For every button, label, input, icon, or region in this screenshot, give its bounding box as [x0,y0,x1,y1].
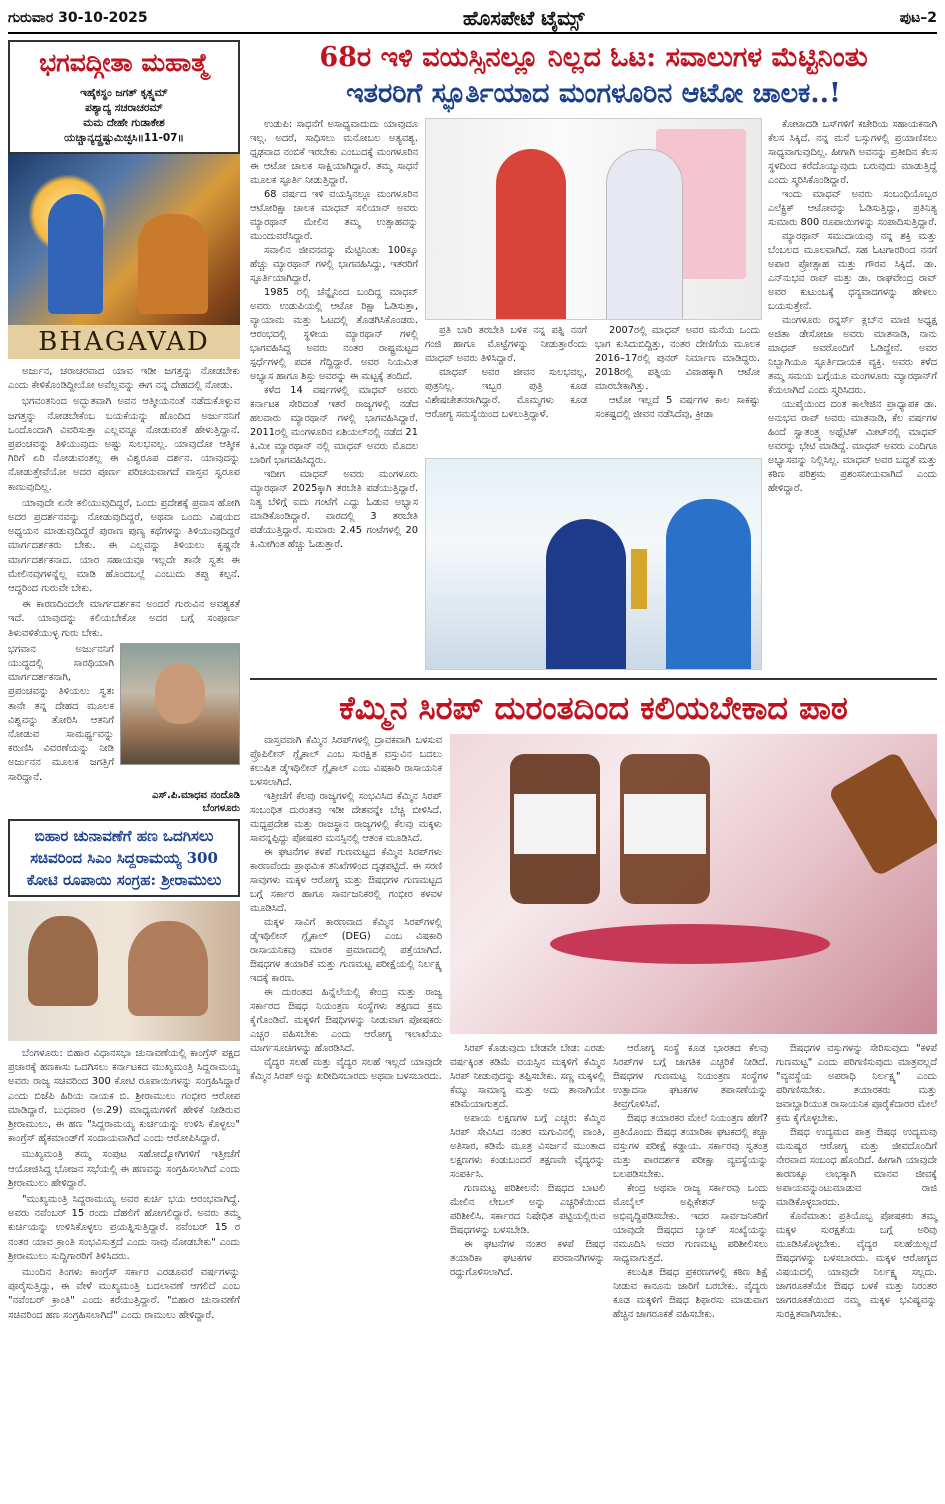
page-number: ಪುಟ–2 [899,10,937,26]
article1-headline-line2: ಇತರರಿಗೆ ಸ್ಫೂರ್ತಿಯಾದ ಮಂಗಳೂರಿನ ಆಟೋ ಚಾಲಕ..! [346,78,841,109]
paragraph: ಮಾಧವ್ ಅವರ ಜೀವನ ಸುಲಭವಲ್ಲ, ಪುತ್ರನಿಲ್ಲ. ಇಬ್ಬರ ಪುತ್ರಿ ಕೂಡ ವಿಶೇಷಚೇತನರಾಗಿದ್ದಾರೆ. ಮೊಮ್ಮಗಳು ಕೂಡ ಆರೋಗ್ಯ ಸಮಸ್ಯೆಯಿಂದ ಬಳಲುತ್ತಿದ್ದಾಳೆ. [425,367,587,420]
runner-photo-1 [425,118,762,320]
paragraph: ಈ ಘಟನೆಗಳ ನಂತರ ಕಳಪೆ ಔಷಧ ತಯಾರಿಕಾ ಘಟಕಗಳ ಪರವಾನಗಿಗಳನ್ನು ರದ್ದುಗೊಳಿಸಲಾಗಿದೆ. [450,1239,605,1278]
cough-syrup-photo [450,734,937,1034]
issue-date: ಗುರುವಾರ 30-10-2025 [8,10,148,26]
paragraph: ಅಪಾಯ ಲಕ್ಷಣಗಳ ಬಗ್ಗೆ ಎಚ್ಚರ: ಕೆಮ್ಮಿನ ಸಿರಪ್ ಸೇವಿಸಿದ ನಂತರ ಮಗುವಿನಲ್ಲಿ ವಾಂತಿ, ಅತಿಸಾರ, ಕಡಿಮೆ ಮೂತ್ರ ವಿಸರ್ಜನೆ ಮುಂತಾದ ಲಕ್ಷಣಗಳು ಕಂಡುಬಂದರೆ ತಕ್ಷಣವೇ ವೈದ್ಯರನ್ನು ಸಂಪರ್ಕಿಸಿ. [450,1113,605,1180]
runner-figure [546,519,626,670]
paragraph: ಬೆಂಗಳೂರು: ಬಿಹಾರ ವಿಧಾನಸಭಾ ಚುನಾವಣೆಯಲ್ಲಿ ಕಾಂಗ್ರೆಸ್ ಪಕ್ಷದ ಪ್ರಚಾರಕ್ಕೆ ಹಣಕಾಸು ಒದಗಿಸಲು ಕರ್ನಾಟಕದ ಮುಖ್ಯಮಂತ್ರಿ ಸಿದ್ದರಾಮಯ್ಯ ಅವರು ರಾಜ್ಯ ಸಚಿವರಿಂದ 300 ಕೋಟಿ ರೂಪಾಯಿಗಳನ್ನು ಸಂಗ್ರಹಿಸಿದ್ದಾರೆ ಎಂದು ಬಿಜೆಪಿ ಹಿರಿಯ ನಾಯಕ ಬಿ. ಶ್ರೀರಾಮುಲು ಗಂಭೀರ ಆರೋಪ ಮಾಡಿದ್ದಾರೆ. ಬುಧವಾರ (ಅ.29) ಮಾಧ್ಯಮಗಳಿಗೆ ಹೇಳಿಕೆ ನೀಡಿರುವ ಶ್ರೀರಾಮುಲು, ಈ ಹಣ "ಸಿದ್ದರಾಮಯ್ಯ ಕುರ್ಚಿಯನ್ನು ಉಳಿಸಿ ಕೊಳ್ಳಲು" ಕಾಂಗ್ರೆಸ್ ಹೈಕಮಾಂಡ್‌ಗೆ ಸಂದಾಯವಾಗಿದೆ ಎಂದು ಆರೋಪಿಸಿದ್ದಾರೆ. [8,1047,240,1145]
label-shape [514,794,596,854]
paragraph: ಕೋಟಾದಡಿ ಬಸ್‌ಗಳಿಗೆ ಕಚೇರಿಯ ಸಹಾಯಕನಾಗಿ ಕೆಲಸ ಸಿಕ್ಕಿದೆ. ನನ್ನ ಮನೆ ಬಸ್ಸುಗಳಲ್ಲಿ ಪ್ರಯಾಣಿಸಲು ಸಾಧ್ಯವಾಗುವುದಿಲ್ಲ. ಹೀಗಾಗಿ ಅವನನ್ನು ಪ್ರತೀದಿನ ಕೆಲಸ ಸ್ಥಳದಿಂದ ಕರೆದೊಯ್ಯುವುದು ಬರುವುದು ಮಾಡುತ್ತಿದ್ದೆ ಎಂದು ಸ್ಮರಿಸಿಕೊಂಡಿದ್ದಾರೆ. [768,119,937,186]
shloka-line: ಇಹೈಕಸ್ಥಂ ಜಗತ್ ಕೃತ್ಸ್ನಮ್ [80,87,168,99]
paragraph: ಯುಪೈಯಿಂದ ದಂತ ಕಾಲೇಜಿನ ಪ್ರಾಧ್ಯಾಪಕ ಡಾ. ಅನುಭವ ರಾವ್ ಅವರು ಮಾತನಾಡಿ, ಕೆಲ ವರ್ಷಗಳ ಹಿಂದೆ ಸ್ವಾತಂತ್ರ್ಯ ಅಥ್ಲೆಟಿಕ್ ಮೀಟ್‌ನಲ್ಲಿ ಮಾಧವ್ ಅವರನ್ನು ಭೇಟಿ ಮಾಡಿದ್ದೆ. ಮಾಧವ್ ಅವರು ಎಂದಿಗೂ ಅಭ್ಯಾಸವನ್ನು ನಿಲ್ಲಿಸಿಲ್ಲ. ಮಾಧವ್ ಅವರ ಬದ್ಧತೆ ಮತ್ತು ಕಠಿಣ ಪರಿಶ್ರಮ ಪ್ರಶಂಸನೀಯವಾಗಿದೆ ಎಂದು ಹೇಳಿದ್ದಾರೆ. [768,399,937,494]
left-column [8,40,240,1500]
author-photo [120,643,240,765]
paragraph: ಕಳೆದ 14 ವರ್ಷಗಳಲ್ಲಿ ಮಾಧವ್ ಅವರು ಕರ್ನಾಟಕ ಸೇರಿದಂತೆ ಇತರೆ ರಾಜ್ಯಗಳಲ್ಲಿ ನಡೆದ ಹಲವಾರು ಮ್ಯಾರಥಾನ್ ಗಳಲ್ಲಿ ಭಾಗವಹಿಸಿದ್ದಾರೆ. 2011ರಲ್ಲಿ ಮಂಗಳೂರಿನ ಏಶಿಯಲ್‌ನಲ್ಲಿ ನಡೆದ 21 ಕಿ.ಮೀ ಮ್ಯಾರಥಾನ್ ನಲ್ಲಿ ಮಾಧವ್ ಅವರು ಮೊದಲ ಬಾರಿಗೆ ಭಾಗವಹಿಸಿದ್ದರು. [250,385,418,466]
author-block [8,643,240,785]
runner-photo-2 [425,458,762,670]
shloka-line: ಯಚ್ಚಾನ್ಯದ್ದ್ರಷ್ಟುಮಿಚ್ಛಸಿ॥11-07॥ [64,132,184,144]
runner-figure [496,149,566,319]
krishna-arjuna-image [8,154,240,359]
gita-title: ಭಗವದ್ಗೀತಾ ಮಹಾತ್ಮೆ [10,42,238,82]
paragraph: ಆಟೋ ಇಲ್ಲದೆ 5 ವರ್ಷಗಳ ಕಾಲ ಸಾಕಷ್ಟು ಸಂಕಷ್ಟದಲ್ಲಿ ಜೀವನ ನಡೆಸಿದೆವು, ಕ್ರೀಡಾ [595,395,760,420]
paragraph: ಗುಣಮಟ್ಟ ಪರಿಶೀಲನೆ: ಔಷಧದ ಬಾಟಲಿ ಮೇಲಿನ ಲೇಬಲ್ ಅನ್ನು ಎಚ್ಚರಿಕೆಯಿಂದ ಪರಿಶೀಲಿಸಿ. ಸರ್ಕಾರದ ನಿಷೇಧಿತ ಪಟ್ಟಿಯಲ್ಲಿರುವ ಔಷಧಗಳನ್ನು ಬಳಸಬೇಡಿ. [450,1183,605,1236]
person-shape [128,921,208,1016]
paragraph: ಸವಾಲಿನ ಜೀವನವನ್ನು ಮೆಟ್ಟಿನಿಂತು 100ಕ್ಕೂ ಹೆಚ್ಚು ಮ್ಯಾರಥಾನ್ ಗಳಲ್ಲಿ ಭಾಗವಹಿಸಿದ್ದು, ಇತರರಿಗೆ ಸ್ಫೂರ್ತಿಯಾಗಿದ್ದಾರೆ. [250,245,418,284]
paragraph: 68 ವರ್ಷದ ಇಳಿ ವಯಸ್ಸಿನಲ್ಲೂ ಮಂಗಳೂರಿನ ಆಟೋರಿಕ್ಷಾ ಚಾಲಕ ಮಾಧವ್ ಸಲಿಯಾನ್ ಅವರು ಮ್ಯಾರಥಾನ್ ಮೇಲಿನ ತಮ್ಮ ಉತ್ಸಾಹವನ್ನು ಮುಂದುವರೆಸಿದ್ದಾರೆ. [250,189,418,242]
paragraph: ಔಷಧಗಳ ವಸ್ತುಗಳನ್ನು ಸೇರಿಸುವುದು "ಕಳಪೆ ಗುಣಮಟ್ಟ" ಎಂದು ಪರಿಗಣಿಸುವುದು ಮಾತ್ರವಲ್ಲದೆ "ವ್ಯವಸ್ಥೆಯ ಅಪರಾಧಿ ನಿರ್ಲಕ್ಷ್ಯ" ಎಂದು ಪರಿಗಣಿಸಬೇಕು. ತಯಾರಕರು ಮತ್ತು ಜವಾಬ್ದಾರಿಯುತ ರಾಸಾಯನಿಕ ಪೂರೈಕೆದಾರರ ಮೇಲೆ ಕ್ರಮ ಕೈಗೊಳ್ಳಬೇಕು. [776,1043,937,1124]
paragraph: ಔಷಧ ಉದ್ಯಮದ ಪಾತ್ರ ಔಷಧ ಉದ್ಯಮವು ಮನುಷ್ಯರ ಆರೋಗ್ಯ ಮತ್ತು ಜೀವದೊಂದಿಗೆ ನೇರವಾದ ಸಂಬಂಧ ಹೊಂದಿದೆ. ಹೀಗಾಗಿ ಯಾವುದೇ ಕಾರಣಕ್ಕೂ ಲಾಭಕ್ಕಾಗಿ ಮಾನವ ಜೀವಕ್ಕೆ ಅಪಾಯವನ್ನುಂಟುಮಾಡುವ ರಾಜಿ ಮಾಡಿಕೊಳ್ಳಬಾರದು. [776,1127,937,1208]
paragraph: ವೈದ್ಯರ ಸಲಹೆ ಮತ್ತು ವೈದ್ಯರ ಸಲಹೆ ಇಲ್ಲದೆ ಯಾವುದೇ ಕೆಮ್ಮಿನ ಸಿರಪ್ ಅನ್ನು ಖರೀದಿಸಬಾರದು ಅಥವಾ ಬಳಸಬಾರದು. [250,1057,442,1082]
image-label: BHAGAVAD [8,325,240,359]
paragraph: ಕೇಂದ್ರ ಅಥವಾ ರಾಜ್ಯ ಸರ್ಕಾರವು ಒಂದು ಮೊಬೈಲ್ ಅಪ್ಲಿಕೇಶನ್ ಅನ್ನು ಅಭಿವೃದ್ಧಿಪಡಿಸಬೇಕು. ಇದರ ಸಾರ್ವಜನಿಕರಿಗೆ ಯಾವುದೇ ಔಷಧದ ಬ್ಯಾಚ್ ಸಂಖ್ಯೆಯನ್ನು ನಮೂದಿಸಿ ಅದರ ಗುಣಮಟ್ಟ ಪರಿಶೀಲಿಸಲು ಸಾಧ್ಯವಾಗುತ್ತದೆ. [613,1183,768,1264]
paragraph: ಮುಂದಿನ ತಿಂಗಳು ಕಾಂಗ್ರೆಸ್ ಸರ್ಕಾರ ಎರಡೂವರೆ ವರ್ಷಗಳನ್ನು ಪೂರೈಸುತ್ತಿದ್ದು, ಈ ವೇಳೆ ಮುಖ್ಯಮಂತ್ರಿ ಬದಲಾವಣೆ ಆಗಲಿದೆ ಎಂಬ "ನವೆಂಬರ್ ಕ್ರಾಂತಿ" ಎಂದು ಕರೆಯುತ್ತಿದ್ದಾರೆ. "ಬಿಹಾರ ಚುನಾವಣೆಗೆ ಸಚಿವರಿಂದ ಹಣ ಸಂಗ್ರಹಿಸಲಾಗಿದೆ" ಎಂದು ರಾಮುಲು ಹೇಳಿದ್ದಾರೆ. [8,1266,240,1321]
politicians-image [8,901,240,1041]
paragraph: ಭಗವಂತನಿಂದ ಅದ್ಭುತವಾಗಿ ಅವನ ಆತ್ಮೀಯನಂತೆ ನಡೆದುಕೊಳ್ಳುವ ಜಗತ್ತನ್ನು ನೋಡಬೇಕೆಂಬ ಬಯಕೆಯನ್ನು ಹೊಂದಿದ ಅರ್ಜುನನಿಗೆ ಒಂದೊಂದಾಗಿ ವಿವರಿಸುತ್ತಾ ಎಲ್ಲವನ್ನೂ ನೋಡುವಂತೆ ಹೇಳುತ್ತಿದ್ದಾನೆ. ಪ್ರಪಂಚವನ್ನು ತಿಳಿಯುವುದು ಅಷ್ಟು ಸುಲಭವಲ್ಲ. ಯಾವುದೋ ಆತ್ಮೀಕ ಗಿರಿಗೆ ಏರಿ ನೋಡುವಂತಲ್ಲ ಈ ವಿಶ್ವರೂಪ ದರ್ಶನ. ಯಾವುದನ್ನು ನೋಡುತ್ತೇವೆಯೋ ಅದರ ಪೂರ್ಣ ಪರಿಚಯವಾಗದೆ ವಾಸ್ತವ ಸ್ವರೂಪ ಕಾಣುವುದಿಲ್ಲ. [8,396,240,493]
paragraph: ಔಷಧ ತಯಾರಕರ ಮೇಲೆ ನಿಯಂತ್ರಣ ಹೇಗೆ? ಪ್ರತಿಯೊಂದು ಔಷಧ ತಯಾರಿಕಾ ಘಟಕದಲ್ಲಿ ಕಚ್ಚಾ ವಸ್ತುಗಳ ಪರೀಕ್ಷೆ ಕಡ್ಡಾಯ. ಸರ್ಕಾರವು ಸ್ವತಂತ್ರ ಮತ್ತು ಪಾರದರ್ಶಕ ಪರೀಕ್ಷಾ ವ್ಯವಸ್ಥೆಯನ್ನು ಬಲಪಡಿಸಬೇಕು. [613,1113,768,1180]
krishna-figure [48,194,103,314]
article2-col4 [776,1042,937,1322]
label-shape [624,794,706,854]
face-shape [155,664,205,724]
gita-article [8,365,240,815]
main-area [250,40,937,1454]
paragraph: ಆರೋಗ್ಯ ಸಂಸ್ಥೆ ಕೂಡ ಭಾರತದ ಕೆಲವು ಸಿರಪ್‌ಗಳ ಬಗ್ಗೆ ಜಾಗತಿಕ ಎಚ್ಚರಿಕೆ ನೀಡಿದೆ. ಔಷಧಗಳ ಗುಣಮಟ್ಟ ನಿಯಂತ್ರಣ ಸಂಸ್ಥೆಗಳ ಉತ್ಪಾದನಾ ಘಟಕಗಳ ತಪಾಸಣೆಯನ್ನು ತೀವ್ರಗೊಳಿಸಿವೆ. [613,1043,768,1110]
shloka-line: ಪಶ್ಯಾದ್ಯ ಸಚರಾಚರಮ್ [85,102,163,114]
article1-col3 [595,324,760,422]
paragraph: ಯಾವುದೇ ಏನೇ ಕಲಿಯುವುದಿದ್ದರೆ, ಒಂದು ಪ್ರದೇಶಕ್ಕೆ ಪ್ರವಾಸ ಹೋಗಿ ಅದರ ಪ್ರದರ್ಶನವನ್ನು ನೋಡುವುದಿದ್ದರೆ, ಅಥವಾ ಒಂದು ವಿಷಯದ ಅಧ್ಯಯನ ಮಾಡುವುದಿದ್ದರೆ ಪುರಾಣ ಪುಣ್ಯ ಕಥೆಗಳನ್ನು ತಿಳಿಯುವುದಿದ್ದರೆ ಮಾರ್ಗದರ್ಶಕರು ಬೇಕು. ಈ ಎಲ್ಲವನ್ನು ತಿಳಿಯಲು ಕೃಷ್ಣನೇ ಮಾರ್ಗದರ್ಶಕನಾದ. ಯಾರ ಸಹಾಯವೂ ಇಲ್ಲದೇ ತಾನೇ ಸ್ವತಃ ಈ ಮೇಲಿನವುಗಳನ್ನೆಲ್ಲ ಮಾಡಿ ಹೊಂದಬಲ್ಲೆ ಎಂಬುದು ತಪ್ಪು ಕಲ್ಪನೆ. ಆದ್ದರಿಂದ ಗುರುವೇ ಬೇಕು. [8,497,240,595]
paragraph: ಇದೀಗ ಮಾಧವ್ ಅವರು ಮಂಗಳೂರು ಮ್ಯಾರಥಾನ್ 2025ಕ್ಕಾಗಿ ತರಬೇತಿ ಪಡೆಯುತ್ತಿದ್ದಾರೆ. ನಿತ್ಯ ಬೆಳಿಗ್ಗೆ ಐದು ಗಂಟೆಗೆ ಎದ್ದು ಓಡುವ ಅಭ್ಯಾಸ ಮಾಡಿಕೊಂಡಿದ್ದಾರೆ. ವಾರದಲ್ಲಿ 3 ತರಬೇತಿ ಪಡೆಯುತ್ತಿದ್ದಾರೆ. ಸುಮಾರು 2.45 ಗಂಟೆಗಳಲ್ಲಿ 20 ಕಿ.ಮೀಗಿಂತ ಹೆಚ್ಚು ಓಡುತ್ತಾರೆ. [250,469,418,550]
article2-col1 [250,734,442,1084]
article2 [250,734,937,1454]
person-shape [28,916,98,1006]
arjuna-figure [138,214,208,314]
paragraph: ವಾಸ್ತವವಾಗಿ ಕೆಮ್ಮಿನ ಸಿರಪ್‌ಗಳಲ್ಲಿ ದ್ರಾವಕವಾಗಿ ಬಳಸುವ ಪ್ರೊಪಿಲೀನ್ ಗ್ಲೈಕಾಲ್ ಎಂಬ ಸುರಕ್ಷಿತ ವಸ್ತುವಿನ ಬದಲು ಕಲುಷಿತ ಡೈಇಥಿಲೀನ್ ಗ್ಲೈಕಾಲ್ ಎಂಬ ವಿಷಕಾರಿ ರಾಸಾಯನಿಕ ಬಳಸಲಾಗಿದೆ. [250,735,442,788]
article2-col3 [613,1042,768,1322]
paragraph: ಸಿರಪ್ ಕೊಡುವುದು ಬೇಡವೇ ಬೇಡ: ಎರಡು ವರ್ಷಕ್ಕಿಂತ ಕಡಿಮೆ ವಯಸ್ಸಿನ ಮಕ್ಕಳಿಗೆ ಕೆಮ್ಮಿನ ಸಿರಪ್ ನೀಡುವುದನ್ನು ತಪ್ಪಿಸಬೇಕು. ಸಣ್ಣ ಮಕ್ಕಳಲ್ಲಿ ಕೆಮ್ಮು ಸಾಮಾನ್ಯ ಮತ್ತು ಅದು ತಾನಾಗಿಯೇ ಕಡಿಮೆಯಾಗುತ್ತದೆ. [450,1043,605,1110]
paragraph: ಮಂಗಳೂರು ರನ್ನರ್ಸ್ ಕ್ಲಬ್‌ನ ಮಾಜಿ ಅಧ್ಯಕ್ಷ ಅಜಿತಾ ಡೇಸೋಜಾ ಅವರು ಮಾತನಾಡಿ, ನಾನು ಮಾಧವ್ ಅವರೊಂದಿಗೆ ಓಡಿದ್ದೇನೆ. ಅವರ ನಿಬ್ಬಾಗಿಯೂ ಸ್ಫೂರ್ತಿದಾಯಕ ವ್ಯಕ್ತಿ. ಅವರು ಕಳೆದ ತಮ್ಮ ಸಮಯ ಬಗ್ಗೆಯೂ ಮಂಗಳೂರು ಮ್ಯಾರಥಾನ್‌ಗೆ ಕೆಯಲಾಗಿದೆ ಎಂದು ಸ್ಮರಿಸಿದರು. [768,315,937,396]
bihar-box [8,819,240,897]
shloka-line: ಮಮ ದೇಹೇ ಗುಡಾಕೇಶ [83,117,165,129]
paragraph: ಈ ಕಾರಣದಿಂದಲೇ ಮಾರ್ಗದರ್ಶಕನ ಅಂದರೆ ಗುರುವಿನ ಅವಶ್ಯಕತೆ ಇದೆ. ಯಾವುದನ್ನು ಕಲಿಯಬೇಕೋ ಅದರ ಬಗ್ಗೆ ಸಂಪೂರ್ಣ ತಿಳುವಳಿಕೆಯುಳ್ಳ ಗುರು ಬೇಕು. [8,599,240,639]
paragraph: ಮ್ಯಾರಥಾನ್ ಸಮುದಾಯವು ನನ್ನ ಶಕ್ತಿ ಮತ್ತು ಬೆಂಬಲದ ಮೂಲವಾಗಿದೆ. ಸಹ ಓಟಗಾರರಿಂದ ನನಗೆ ಅಪಾರ ಪ್ರೋತ್ಸಾಹ ಮತ್ತು ಗೌರವ ಸಿಕ್ಕಿದೆ. ಡಾ. ಎನ್‌ನುಭವ ರಾವ್ ಮತ್ತು ಡಾ. ರಾಘವೇಂದ್ರ ರಾವ್ ಅವರ ಕುಟುಂಬಕ್ಕೆ ಧನ್ಯವಾದಗಳನ್ನು ಹೇಳಲು ಬಯಸುತ್ತೇನೆ. [768,231,937,312]
article2-headline: ಕೆಮ್ಮಿನ ಸಿರಪ್ ದುರಂತದಿಂದ ಕಲಿಯಬೇಕಾದ ಪಾಠ [339,689,848,727]
paragraph: ಇತ್ತೀಚೆಗೆ ಕೆಲವು ರಾಜ್ಯಗಳಲ್ಲಿ ಸಂಭವಿಸಿದ ಕೆಮ್ಮಿನ ಸಿರಪ್ ಸಂಬಂಧಿತ ದುರಂತವು ಇಡೀ ದೇಶವನ್ನೇ ಬೆಚ್ಚಿ ಬೀಳಿಸಿದೆ. ಮಧ್ಯಪ್ರದೇಶ ಮತ್ತು ರಾಜಸ್ಥಾನ ರಾಜ್ಯಗಳಲ್ಲಿ ಕೆಲವು ಮಕ್ಕಳು ಸಾವನ್ನಪ್ಪಿದ್ದು ಪೋಷಕರ ಮನಸ್ಸಿನಲ್ಲಿ ಆತಂಕ ಮೂಡಿಸಿದೆ. [250,791,442,844]
author-place: ಬೆಂಗಳೂರು [202,802,240,814]
trophy-shape [631,549,647,609]
article1-col2 [425,324,587,422]
shloka [10,82,238,152]
paragraph: ಈ ದುರಂತದ ಹಿನ್ನೆಲೆಯಲ್ಲಿ ಕೇಂದ್ರ ಮತ್ತು ರಾಜ್ಯ ಸರ್ಕಾರದ ಔಷಧ ನಿಯಂತ್ರಣ ಸಂಸ್ಥೆಗಳು ತಕ್ಷಣದ ಕ್ರಮ ಕೈಗೊಂಡಿವೆ. ಮಕ್ಕಳಿಗೆ ಔಷಧಿಗಳನ್ನು ನೀಡುವಾಗ ಪೋಷಕರು ಎಚ್ಚರ ವಹಿಸಬೇಕು ಎಂದು ಆರೋಗ್ಯ ಇಲಾಖೆಯು ಮಾರ್ಗಸೂಚಿಗಳನ್ನು ಹೊರಡಿಸಿದೆ. [250,987,442,1054]
article2-col2 [450,1042,605,1280]
paragraph: 1985 ರಲ್ಲಿ ಚೆನ್ನೈನಿಂದ ಬಂದಿದ್ದ ಮಾಧವ್ ಅವರು ಉಡುಪಿಯಲ್ಲಿ ಆಟೋ ರಿಕ್ಷಾ ಓಡಿಸುತ್ತಾ, ವ್ಯಾಯಾಮ ಮತ್ತು ಓಟದಲ್ಲಿ ತೊಡಗಿಸಿಕೊಂಡರು. ಆರಂಭದಲ್ಲಿ ಸ್ಥಳೀಯ ಮ್ಯಾರಥಾನ್ ಗಳಲ್ಲಿ ಭಾಗವಹಿಸಿದ್ದ ಅವರು ನಂತರ ರಾಷ್ಟ್ರಮಟ್ಟದ ಸ್ಪರ್ಧೆಗಳಲ್ಲಿ ಪದಕ ಗೆದ್ದಿದ್ದಾರೆ. ಅವರ ನಿಯಮಿತ ಅಭ್ಯಾಸ ಹಾಗೂ ಶಿಸ್ತು ಅವರನ್ನು ಈ ಮಟ್ಟಕ್ಕೆ ತಂದಿದೆ. [250,287,418,382]
spoon-shape [550,924,830,964]
newspaper-name: ಹೊಸಪೇಟೆ ಟೈಮ್ಸ್ [462,6,585,30]
author-name: ಎಸ್.ಪಿ.ಮಾಧವ ನಂದೊಡಿ [152,789,240,801]
official-figure [666,499,751,670]
official-figure [606,149,683,320]
masthead [8,4,937,34]
paragraph: "ಮುಖ್ಯಮಂತ್ರಿ ಸಿದ್ದರಾಮಯ್ಯ ಅವರ ಕುರ್ಚಿ ಭಯ ಆರಂಭವಾಗಿದ್ದೆ. ಅವರು ನವೆಂಬರ್ 15 ರಂದು ದೆಹಲಿಗೆ ಹೋಗಲಿದ್ದಾರೆ. ಅವರು ತಮ್ಮ ಕುರ್ಚಿಯನ್ನು ಉಳಿಸಿಕೊಳ್ಳಲು ಪ್ರಯತ್ನಿಸುತ್ತಿದ್ದಾರೆ. ನವೆಂಬರ್ 15 ರ ನಂತರ ಯಾವ ಕ್ರಾಂತಿ ಸಂಭವಿಸುತ್ತದೆ ಎಂದು ನಾವು ನೋಡಬೇಕು" ಎಂದು ಶ್ರೀರಾಮುಲು ಸುದ್ದಿಗಾರರಿಗೆ ತಿಳಿಸಿದರು. [8,1193,240,1262]
paragraph: ಕೊನೆಮಾತು: ಪ್ರತಿಯೊಬ್ಬ ಪೋಷಕರು ತಮ್ಮ ಮಕ್ಕಳ ಸುರಕ್ಷತೆಯ ಬಗ್ಗೆ ಅರಿವು ಮೂಡಿಸಿಕೊಳ್ಳಬೇಕು. ವೈದ್ಯರ ಸಲಹೆಯಿಲ್ಲದೆ ಔಷಧಗಳನ್ನು ಬಳಸಬಾರದು. ಮಕ್ಕಳ ಆರೋಗ್ಯದ ವಿಷಯದಲ್ಲಿ ಯಾವುದೇ ನಿರ್ಲಕ್ಷ್ಯ ಸಲ್ಲದು. ಜಾಗರೂಕತೆಯೇ ಔಷಧ ಬಳಕೆ ಮತ್ತು ನಿರಂತರ ಜಾಗರೂಕತೆಯಿಂದ ನಮ್ಮ ಮಕ್ಕಳ ಭವಿಷ್ಯವನ್ನು ಸುರಕ್ಷಿತವಾಗಿಸಬೇಕು. [776,1211,937,1320]
paragraph: ಮಕ್ಕಳ ಸಾವಿಗೆ ಕಾರಣವಾದ ಕೆಮ್ಮಿನ ಸಿರಪ್‌ಗಳಲ್ಲಿ ಡೈಇಥಿಲೀನ್ ಗ್ಲೈಕಾಲ್ (DEG) ಎಂಬ ವಿಷಕಾರಿ ರಾಸಾಯನಿಕವು ಮಾರಕ ಪ್ರಮಾಣದಲ್ಲಿ ಪತ್ತೆಯಾಗಿದೆ. ಔಷಧಗಳ ತಯಾರಿಕೆ ಮತ್ತು ಗುಣಮಟ್ಟ ಪರೀಕ್ಷೆಯಲ್ಲಿ ನಿರ್ಲಕ್ಷ್ಯ ಇದಕ್ಕೆ ಕಾರಣ. [250,917,442,984]
article1-col1 [250,118,418,552]
gita-box [8,40,240,154]
bihar-article [8,1047,240,1323]
pouring-bottle-shape [827,751,937,878]
paragraph: ಅರ್ಜುನ, ಚರಾಚರವಾದ ಯಾವ ಇಡೀ ಜಗತ್ತನ್ನು ನೋಡಬೇಕು ಎಂದು ಕೇಳಿಕೊಂಡಿದ್ದೀಯೋ ಅವೆಲ್ಲವನ್ನು ಈಗ ನನ್ನ ದೇಹದಲ್ಲಿ ನೋಡು. [8,366,240,392]
paragraph: ಉಡುಪಿ: ಸಾಧನೆಗೆ ಅಸಾಧ್ಯವಾದುದು ಯಾವುದೂ ಇಲ್ಲ. ಅದರೆ, ಸಾಧಿಸಲು ಮನೋಬಲ ಅತ್ಯವಶ್ಯ. ಧೃಢವಾದ ನಂಬಿಕೆ ಇರಬೇಕು ಎಂಬುದಕ್ಕೆ ಮಂಗಳೂರಿನ ಈ ಆಟೋ ಚಾಲಕ ಸಾಕ್ಷಿಯಾಗಿದ್ದಾರೆ. ತಮ್ಮ ಸಾಧನೆ ಮೂಲಕ ಸ್ಫೂರ್ತಿ ನೀಡುತ್ತಿದ್ದಾರೆ. [250,119,418,186]
paragraph: 2007ರಲ್ಲಿ ಮಾಧವ್ ಅವರ ಮನೆಯ ಒಂದು ಭಾಗ ಕುಸಿದುಬಿದ್ದಿತ್ತು, ನಂತರ ದೇಣಿಗೆಯ ಮೂಲಕ 2016–17ರಲ್ಲಿ ಪುನರ್ ನಿರ್ಮಾಣ ಮಾಡಿದ್ದರು. 2018ರಲ್ಲಿ ಪತ್ನಿಯ ವಿವಾಹಕ್ಕಾಗಿ ಆಟೋ ಮಾರಬೇಕಾಗಿತ್ತು. [595,325,760,392]
paragraph: ಈ ಘಟನೆಗಳ ಕಳಪೆ ಗುಣಮಟ್ಟದ ಕೆಮ್ಮಿನ ಸಿರಪ್‌ಗಳು ಕಾರಣವೆಂದು ಪ್ರಾಥಮಿಕ ತನಿಖೆಗಳಿಂದ ದೃಢಪಟ್ಟಿದೆ. ಈ ಸರಣಿ ಸಾವುಗಳು ಮಕ್ಕಳ ಆರೋಗ್ಯ ಮತ್ತು ಔಷಧಗಳ ಗುಣಮಟ್ಟದ ಬಗ್ಗೆ ಸರ್ಕಾರ ಹಾಗೂ ಸಾರ್ವಜನಿಕರಲ್ಲಿ ಗಂಭೀರ ಕಳವಳ ಮೂಡಿಸಿದೆ. [250,847,442,914]
author-paragraph: ಭಗವಾನ ಅರ್ಜುನನಿಗೆ ಯುದ್ಧದಲ್ಲಿ ಸಾರಥಿಯಾಗಿ ಮಾರ್ಗದರ್ಶಕನಾಗಿ, ಪ್ರಪಂಚವನ್ನು ತಿಳಿಯಲು ಸ್ವತಃ ತಾನೇ ತನ್ನ ದೇಹದ ಮೂಲಕ ವಿಶ್ವವನ್ನು ತೋರಿಸಿ ಆತನಿಗೆ ನೋಡುವ ಸಾಮರ್ಥ್ಯವನ್ನು ಕರುಣಿಸಿ ವಿವರಣೆಯನ್ನು ನೀಡಿ ಅರ್ಜುನನ ಮೂಲಕ ಜಗತ್ತಿಗೆ ಸಾರಿದ್ದಾನೆ. [8,643,114,783]
article1 [250,118,937,680]
article1-headline-line1: 68ರ ಇಳಿ ವಯಸ್ಸಿನಲ್ಲೂ ನಿಲ್ಲದ ಓಟ: ಸವಾಲುಗಳ ಮೆಟ್ಟಿನಿಂತು [319,42,868,73]
paragraph: ಕಲುಷಿತ ಔಷಧ ಪ್ರಕರಣಗಳಲ್ಲಿ ಕಠಿಣ ಶಿಕ್ಷೆ ನೀಡುವ ಕಾನೂನು ಜಾರಿಗೆ ಬರಬೇಕು. ವೈದ್ಯರು ಕೂಡ ಮಕ್ಕಳಿಗೆ ಔಷಧ ಶಿಫಾರಸು ಮಾಡುವಾಗ ಹೆಚ್ಚಿನ ಜಾಗರೂಕತೆ ವಹಿಸಬೇಕು. [613,1267,768,1320]
paragraph: ಮುಖ್ಯಮಂತ್ರಿ ತಮ್ಮ ಸಂಪುಟ ಸಹೋದ್ಯೋಗಿಗಳಿಗೆ ಇತ್ತೀಚೆಗೆ ಆಯೋಜಿಸಿದ್ದ ಭೋಜನ ಸಭೆಯಲ್ಲಿ ಈ ಹಣವನ್ನು ಸಂಗ್ರಹಿಸಲಾಗಿದೆ ಎಂದು ಶ್ರೀರಾಮುಲು ಹೇಳಿದ್ದಾರೆ. [8,1149,240,1189]
author-caption [8,789,240,815]
article1-col4 [768,118,937,496]
paragraph: ಪ್ರತಿ ಬಾರಿ ತರಬೇತಿ ಬಳಿಕ ನನ್ನ ಪತ್ನಿ ನನಗೆ ಗಂಜಿ ಹಾಗೂ ಮೊಟ್ಟೆಗಳನ್ನು ನೀಡುತ್ತಾರೆಂದು ಮಾಧವ್ ಅವರು ತಿಳಿಸಿದ್ದಾರೆ. [425,325,587,364]
paragraph: ಇಂದು ಮಾಧವ್ ಅವರು ಸಂಬಂಧಿಯೊಬ್ಬರ ಎಲೆಕ್ಟ್ರಿಕ್ ಆಟೋವನ್ನು ಓಡಿಸುತ್ತಿದ್ದು, ಪ್ರತಿನಿತ್ಯ ಸುಮಾರು 800 ರೂಪಾಯಿಗಳನ್ನು ಸಂಪಾದಿಸುತ್ತಿದ್ದಾರೆ. [768,189,937,228]
bihar-headline: ಬಿಹಾರ ಚುನಾವಣೆಗೆ ಹಣ ಒದಗಿಸಲು ಸಚಿವರಿಂದ ಸಿಎಂ ಸಿದ್ದರಾಮಯ್ಯ 300 ಕೋಟಿ ರೂಪಾಯಿ ಸಂಗ್ರಹ: ಶ್ರೀರಾಮುಲು [26,826,222,889]
